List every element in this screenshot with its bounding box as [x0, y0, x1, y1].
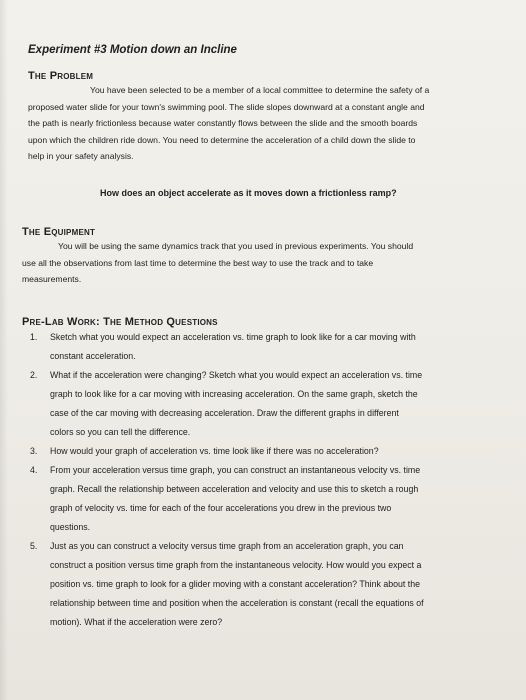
- list-item-line: graph. Recall the relationship between acceleration and velocity and use this to sketch a rough: [50, 484, 419, 494]
- list-item-line: graph to look like for a car moving with increasing acceleration. On the same graph, sketch the: [50, 389, 418, 399]
- list-item: [24, 328, 494, 366]
- list-item-line: colors so you can tell the difference.: [50, 427, 191, 437]
- prelab-heading-text: Pre-Lab Work: The Method Questions: [22, 316, 218, 328]
- problem-heading: [28, 70, 93, 82]
- list-item-line: relationship between time and position when the acceleration is constant (recall the equations of: [50, 598, 424, 608]
- problem-heading-text: The Problem: [28, 70, 94, 82]
- list-item-line: motion). What if the acceleration were zero?: [50, 617, 223, 627]
- list-item-line: constant acceleration.: [50, 351, 136, 361]
- method-questions-list: [24, 328, 494, 632]
- list-item-number: 2.: [30, 370, 38, 380]
- equipment-line-3: measurements.: [22, 274, 82, 285]
- problem-question: How does an object accelerate as it moves down a frictionless ramp?: [100, 188, 397, 198]
- list-item: [24, 461, 494, 537]
- list-item-number: 4.: [30, 465, 38, 475]
- equipment-line-2: use all the observations from last time to determine the best way to use the track and to take: [22, 257, 374, 268]
- list-item-line: graph of velocity vs. time for each of the four accelerations you drew in the previous two: [50, 503, 392, 513]
- list-item-number: 3.: [30, 446, 38, 456]
- equipment-heading-text: The Equipment: [22, 226, 96, 238]
- problem-line-2: proposed water slide for your town's swimming pool. The slide slopes downward at a constant angle and: [28, 101, 425, 112]
- equipment-heading: [22, 226, 95, 238]
- list-item-line: Just as you can construct a velocity versus time graph from an acceleration graph, you can: [50, 541, 404, 551]
- problem-line-5: help in your safety analysis.: [28, 151, 134, 162]
- list-item-number: 5.: [30, 541, 38, 551]
- list-item-line: How would your graph of acceleration vs. time look like if there was no acceleration?: [50, 446, 379, 456]
- list-item-line: From your acceleration versus time graph, you can construct an instantaneous velocity vs. time: [50, 465, 421, 475]
- list-item-line: questions.: [50, 522, 91, 532]
- list-item-line: position vs. time graph to look for a glider moving with a constant acceleration? Think about the: [50, 579, 421, 589]
- list-item-line: case of the car moving with decreasing acceleration. Draw the different graphs in different: [50, 408, 399, 418]
- problem-paragraph: [28, 82, 498, 165]
- list-item-number: 1.: [30, 332, 38, 342]
- list-item: [24, 366, 494, 442]
- problem-line-1: You have been selected to be a member of a local committee to determine the safety of a: [90, 85, 430, 95]
- page-edge-shadow: [0, 0, 8, 700]
- list-item: [24, 442, 494, 461]
- prelab-heading: [22, 316, 218, 328]
- experiment-title: Experiment #3 Motion down an Incline: [28, 44, 237, 56]
- problem-line-3: the path is nearly frictionless because water constantly flows between the slide and the smooth boards: [28, 118, 418, 129]
- list-item-line: What if the acceleration were changing? Sketch what you would expect an acceleration vs. time: [50, 370, 423, 380]
- problem-line-4: upon which the children ride down. You need to determine the acceleration of a child down the slide to: [28, 134, 416, 145]
- equipment-paragraph: [22, 238, 498, 288]
- list-item-line: construct a position versus time graph from the instantaneous velocity. How would you expect a: [50, 560, 422, 570]
- list-item-line: Sketch what you would expect an acceleration vs. time graph to look like for a car moving with: [50, 332, 416, 342]
- list-item: [24, 537, 494, 632]
- equipment-line-1: You will be using the same dynamics track that you used in previous experiments. You should: [58, 241, 414, 251]
